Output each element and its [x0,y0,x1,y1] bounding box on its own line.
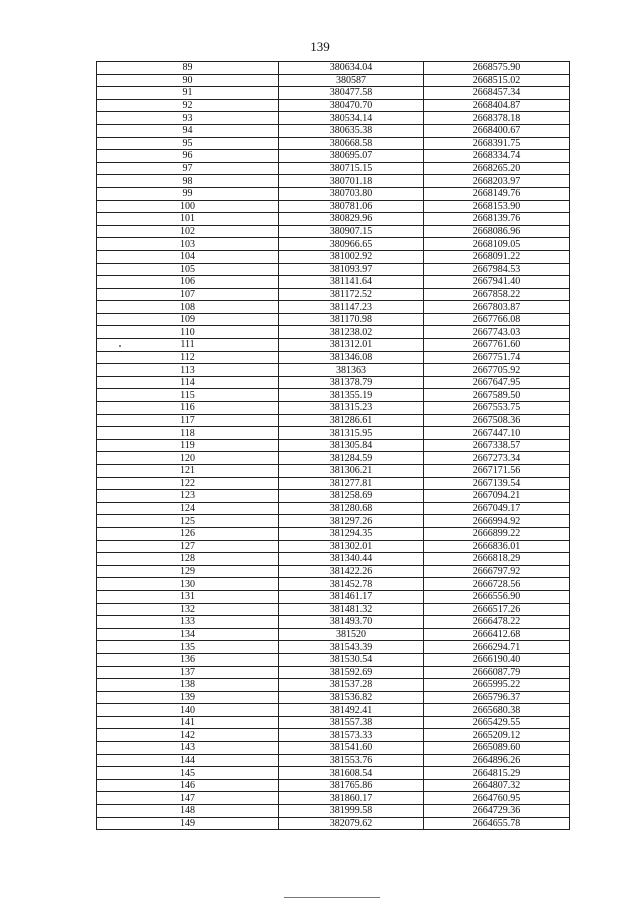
table-row [97,679,570,692]
point-number-cell: 141 [97,716,279,729]
table-row [97,603,570,616]
bottom-rule [284,897,380,898]
table-row [97,301,570,314]
y-coordinate-cell: 2667589.50 [424,389,570,402]
table-row [97,817,570,830]
point-number-cell: 119 [97,439,279,452]
table-row [97,427,570,440]
y-coordinate-cell: 2667743.03 [424,326,570,339]
table-row [97,276,570,289]
table-row [97,641,570,654]
y-coordinate-cell: 2667338.57 [424,439,570,452]
point-number-cell: 135 [97,641,279,654]
x-coordinate-cell: 381306.21 [279,465,424,478]
point-number-cell: 146 [97,779,279,792]
x-coordinate-cell: 381172.52 [279,288,424,301]
coordinates-table-body [97,62,570,830]
table-row [97,187,570,200]
x-coordinate-cell: 380829.96 [279,213,424,226]
point-number-cell: 116 [97,402,279,415]
y-coordinate-cell: 2668203.97 [424,175,570,188]
y-coordinate-cell: 2664807.32 [424,779,570,792]
y-coordinate-cell: 2666517.26 [424,603,570,616]
x-coordinate-cell: 380534.14 [279,112,424,125]
y-coordinate-cell: 2667941.40 [424,276,570,289]
point-number-cell: 123 [97,490,279,503]
table-row [97,742,570,755]
x-coordinate-cell: 381315.23 [279,402,424,415]
x-coordinate-cell: 380695.07 [279,150,424,163]
y-coordinate-cell: 2666190.40 [424,653,570,666]
point-number-cell: 140 [97,704,279,717]
x-coordinate-cell: 381002.92 [279,250,424,263]
table-row [97,515,570,528]
table-row [97,99,570,112]
point-number-cell: 121 [97,465,279,478]
y-coordinate-cell: 2668149.76 [424,187,570,200]
page-number: 139 [310,39,330,54]
point-number-cell: 149 [97,817,279,830]
x-coordinate-cell: 380715.15 [279,162,424,175]
y-coordinate-cell: 2666899.22 [424,527,570,540]
y-coordinate-cell: 2667447.10 [424,427,570,440]
y-coordinate-cell: 2667858.22 [424,288,570,301]
x-coordinate-cell: 381141.64 [279,276,424,289]
point-number-cell: 147 [97,792,279,805]
x-coordinate-cell: 381530.54 [279,653,424,666]
x-coordinate-cell: 380635.38 [279,124,424,137]
table-row [97,351,570,364]
y-coordinate-cell: 2664760.95 [424,792,570,805]
x-coordinate-cell: 381280.68 [279,502,424,515]
y-coordinate-cell: 2665089.60 [424,742,570,755]
x-coordinate-cell: 381461.17 [279,590,424,603]
x-coordinate-cell: 381860.17 [279,792,424,805]
table-row [97,250,570,263]
table-row [97,628,570,641]
x-coordinate-cell: 381537.28 [279,679,424,692]
x-coordinate-cell: 380587 [279,74,424,87]
point-number-cell: 136 [97,653,279,666]
y-coordinate-cell: 2666818.29 [424,553,570,566]
point-number-cell: 110 [97,326,279,339]
table-row [97,729,570,742]
table-row [97,502,570,515]
y-coordinate-cell: 2664896.26 [424,754,570,767]
y-coordinate-cell: 2666294.71 [424,641,570,654]
y-coordinate-cell: 2668334.74 [424,150,570,163]
y-coordinate-cell: 2668515.02 [424,74,570,87]
table-row [97,767,570,780]
x-coordinate-cell: 381541.60 [279,742,424,755]
table-row [97,175,570,188]
y-coordinate-cell: 2666728.56 [424,578,570,591]
table-row [97,339,570,352]
table-row [97,162,570,175]
x-coordinate-cell: 380668.58 [279,137,424,150]
table-row [97,490,570,503]
table-row [97,616,570,629]
table-row [97,376,570,389]
point-number-cell: 132 [97,603,279,616]
table-row [97,74,570,87]
x-coordinate-cell: 381284.59 [279,452,424,465]
point-number-cell: 133 [97,616,279,629]
x-coordinate-cell: 381170.98 [279,313,424,326]
x-coordinate-cell: 381297.26 [279,515,424,528]
x-coordinate-cell: 381999.58 [279,805,424,818]
point-number-cell: 108 [97,301,279,314]
y-coordinate-cell: 2668265.20 [424,162,570,175]
table-row [97,653,570,666]
point-number-cell: 125 [97,515,279,528]
point-number-cell: 143 [97,742,279,755]
point-number-cell: 106 [97,276,279,289]
y-coordinate-cell: 2668086.96 [424,225,570,238]
y-coordinate-cell: 2664655.78 [424,817,570,830]
x-coordinate-cell: 381355.19 [279,389,424,402]
y-coordinate-cell: 2666994.92 [424,515,570,528]
table-row [97,288,570,301]
table-row [97,565,570,578]
table-row [97,792,570,805]
y-coordinate-cell: 2667171.56 [424,465,570,478]
x-coordinate-cell: 380966.65 [279,238,424,251]
table-row [97,691,570,704]
x-coordinate-cell: 381553.76 [279,754,424,767]
y-coordinate-cell: 2667508.36 [424,414,570,427]
point-number-cell: 122 [97,477,279,490]
coordinates-table [96,61,570,830]
point-number-cell: 111 [97,339,279,352]
x-coordinate-cell: 380701.18 [279,175,424,188]
y-coordinate-cell: 2667647.95 [424,376,570,389]
point-number-cell: 118 [97,427,279,440]
x-coordinate-cell: 381346.08 [279,351,424,364]
y-coordinate-cell: 2668391.75 [424,137,570,150]
table-row [97,389,570,402]
y-coordinate-cell: 2668153.90 [424,200,570,213]
table-row [97,263,570,276]
x-coordinate-cell: 381520 [279,628,424,641]
table-row [97,666,570,679]
y-coordinate-cell: 2664729.36 [424,805,570,818]
table-row [97,477,570,490]
point-number-cell: 95 [97,137,279,150]
point-number-cell: 142 [97,729,279,742]
table-row [97,553,570,566]
table-row [97,238,570,251]
table-row [97,590,570,603]
x-coordinate-cell: 380703.80 [279,187,424,200]
x-coordinate-cell: 381493.70 [279,616,424,629]
table-row [97,402,570,415]
y-coordinate-cell: 2668575.90 [424,62,570,75]
point-number-cell: 89 [97,62,279,75]
x-coordinate-cell: 380470.70 [279,99,424,112]
point-number-cell: 94 [97,124,279,137]
y-coordinate-cell: 2668404.87 [424,99,570,112]
stray-mark [119,345,121,347]
table-row [97,716,570,729]
x-coordinate-cell: 381147.23 [279,301,424,314]
point-number-cell: 117 [97,414,279,427]
point-number-cell: 114 [97,376,279,389]
table-row [97,326,570,339]
point-number-cell: 144 [97,754,279,767]
y-coordinate-cell: 2668139.76 [424,213,570,226]
point-number-cell: 93 [97,112,279,125]
point-number-cell: 100 [97,200,279,213]
y-coordinate-cell: 2665796.37 [424,691,570,704]
point-number-cell: 99 [97,187,279,200]
table-row [97,754,570,767]
x-coordinate-cell: 381492.41 [279,704,424,717]
y-coordinate-cell: 2667705.92 [424,364,570,377]
x-coordinate-cell: 381363 [279,364,424,377]
point-number-cell: 145 [97,767,279,780]
point-number-cell: 134 [97,628,279,641]
y-coordinate-cell: 2666412.68 [424,628,570,641]
y-coordinate-cell: 2668400.67 [424,124,570,137]
point-number-cell: 131 [97,590,279,603]
table-row [97,87,570,100]
table-row [97,540,570,553]
y-coordinate-cell: 2665680.38 [424,704,570,717]
table-row [97,364,570,377]
point-number-cell: 148 [97,805,279,818]
y-coordinate-cell: 2667094.21 [424,490,570,503]
x-coordinate-cell: 381481.32 [279,603,424,616]
x-coordinate-cell: 381573.33 [279,729,424,742]
point-number-cell: 103 [97,238,279,251]
x-coordinate-cell: 381557.38 [279,716,424,729]
point-number-cell: 98 [97,175,279,188]
table-row [97,200,570,213]
y-coordinate-cell: 2667139.54 [424,477,570,490]
x-coordinate-cell: 381340.44 [279,553,424,566]
y-coordinate-cell: 2668378.18 [424,112,570,125]
point-number-cell: 92 [97,99,279,112]
point-number-cell: 115 [97,389,279,402]
point-number-cell: 113 [97,364,279,377]
y-coordinate-cell: 2665995.22 [424,679,570,692]
y-coordinate-cell: 2666836.01 [424,540,570,553]
table-row [97,150,570,163]
y-coordinate-cell: 2667766.08 [424,313,570,326]
x-coordinate-cell: 381258.69 [279,490,424,503]
x-coordinate-cell: 380634.04 [279,62,424,75]
point-number-cell: 97 [97,162,279,175]
point-number-cell: 130 [97,578,279,591]
x-coordinate-cell: 382079.62 [279,817,424,830]
table-row [97,124,570,137]
y-coordinate-cell: 2668457.34 [424,87,570,100]
table-row [97,62,570,75]
y-coordinate-cell: 2665209.12 [424,729,570,742]
table-row [97,527,570,540]
point-number-cell: 96 [97,150,279,163]
point-number-cell: 126 [97,527,279,540]
point-number-cell: 109 [97,313,279,326]
x-coordinate-cell: 380477.58 [279,87,424,100]
point-number-cell: 124 [97,502,279,515]
point-number-cell: 128 [97,553,279,566]
y-coordinate-cell: 2666797.92 [424,565,570,578]
y-coordinate-cell: 2665429.55 [424,716,570,729]
y-coordinate-cell: 2666556.90 [424,590,570,603]
x-coordinate-cell: 381378.79 [279,376,424,389]
y-coordinate-cell: 2667761.60 [424,339,570,352]
point-number-cell: 91 [97,87,279,100]
x-coordinate-cell: 381302.01 [279,540,424,553]
x-coordinate-cell: 381592.69 [279,666,424,679]
x-coordinate-cell: 381765.86 [279,779,424,792]
point-number-cell: 102 [97,225,279,238]
point-number-cell: 105 [97,263,279,276]
table-row [97,578,570,591]
x-coordinate-cell: 381286.61 [279,414,424,427]
table-row [97,225,570,238]
point-number-cell: 107 [97,288,279,301]
point-number-cell: 137 [97,666,279,679]
y-coordinate-cell: 2664815.29 [424,767,570,780]
x-coordinate-cell: 381422.26 [279,565,424,578]
x-coordinate-cell: 381452.78 [279,578,424,591]
y-coordinate-cell: 2667049.17 [424,502,570,515]
x-coordinate-cell: 381315.95 [279,427,424,440]
point-number-cell: 104 [97,250,279,263]
x-coordinate-cell: 381536.82 [279,691,424,704]
y-coordinate-cell: 2667553.75 [424,402,570,415]
x-coordinate-cell: 380781.06 [279,200,424,213]
x-coordinate-cell: 381093.97 [279,263,424,276]
point-number-cell: 138 [97,679,279,692]
y-coordinate-cell: 2668109.05 [424,238,570,251]
table-row [97,137,570,150]
point-number-cell: 112 [97,351,279,364]
point-number-cell: 139 [97,691,279,704]
table-row [97,465,570,478]
point-number-cell: 129 [97,565,279,578]
y-coordinate-cell: 2667803.87 [424,301,570,314]
y-coordinate-cell: 2666478.22 [424,616,570,629]
point-number-cell: 120 [97,452,279,465]
x-coordinate-cell: 381608.54 [279,767,424,780]
y-coordinate-cell: 2667751.74 [424,351,570,364]
table-row [97,213,570,226]
y-coordinate-cell: 2667984.53 [424,263,570,276]
x-coordinate-cell: 381305.84 [279,439,424,452]
table-row [97,313,570,326]
x-coordinate-cell: 381238.02 [279,326,424,339]
x-coordinate-cell: 381277.81 [279,477,424,490]
table-row [97,439,570,452]
y-coordinate-cell: 2668091.22 [424,250,570,263]
table-row [97,112,570,125]
point-number-cell: 101 [97,213,279,226]
table-row [97,414,570,427]
point-number-cell: 90 [97,74,279,87]
table-row [97,452,570,465]
x-coordinate-cell: 380907.15 [279,225,424,238]
x-coordinate-cell: 381543.39 [279,641,424,654]
y-coordinate-cell: 2667273.34 [424,452,570,465]
x-coordinate-cell: 381294.35 [279,527,424,540]
table-row [97,704,570,717]
x-coordinate-cell: 381312.01 [279,339,424,352]
point-number-cell: 127 [97,540,279,553]
table-row [97,779,570,792]
table-row [97,805,570,818]
y-coordinate-cell: 2666087.79 [424,666,570,679]
